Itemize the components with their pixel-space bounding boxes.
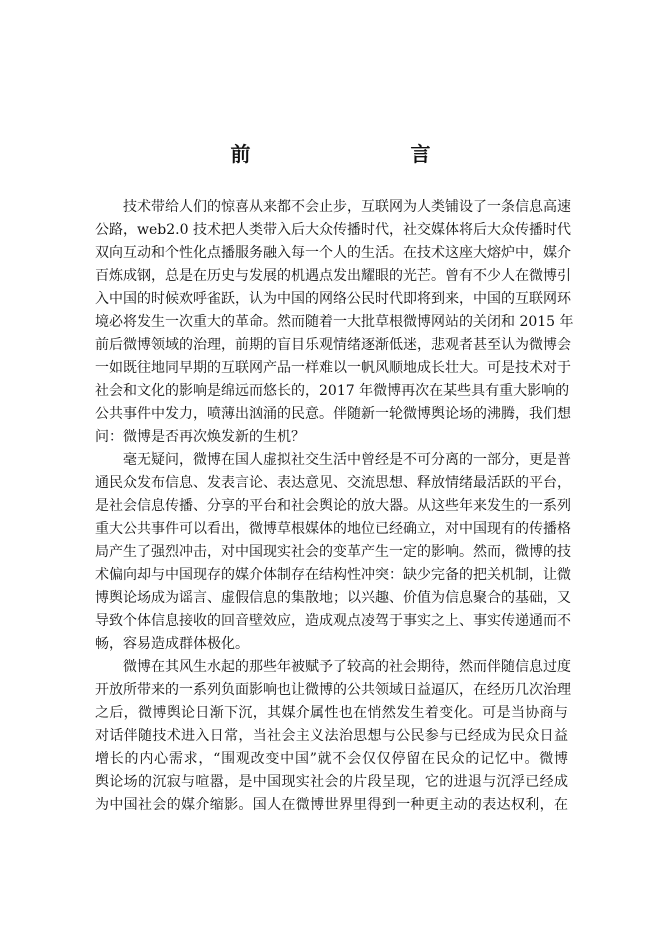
text-line: 技术带给人们的惊喜从来都不会止步，互联网为人类铺设了一条信息高速 [123,199,571,215]
text-line: 博舆论场成为谣言、虚假信息的集散地；以兴趣、价值为信息聚合的基础，又 [95,590,571,606]
text-line: 公路，web2.0 技术把人类带入后大众传播时代，社交媒体将后大众传播时代 [95,222,571,238]
text-line: 公共事件中发力，喷薄出汹涌的民意。伴随新一轮微博舆论场的沸腾，我们想 [95,406,571,422]
text-line: 局产生了强烈冲击，对中国现实社会的变革产生一定的影响。然而，微博的技 [95,544,571,560]
page-title: 前 言 [230,142,471,166]
text-line: 境必将发生一次重大的革命。然而随着一大批草根微博网站的关闭和 2015 年 [95,314,574,330]
text-line: 舆论场的沉寂与喧嚣，是中国现实社会的片段呈现，它的进退与沉浮已经成 [95,774,568,790]
text-line: 问：微博是否再次焕发新的生机？ [95,429,305,445]
text-line: 对话伴随技术进入日常，当社会主义法治思想与公民参与已经成为民众日益 [95,728,568,744]
text-line: 社会和文化的影响是绵远而悠长的，2017 年微博再次在某些具有重大影响的 [95,383,570,399]
text-line: 导致个体信息接收的回音壁效应，造成观点凌驾于事实之上、事实传递通而不 [95,613,571,629]
text-line: 术偏向却与中国现存的媒介体制存在结构性冲突：缺少完备的把关机制，让微 [95,567,571,583]
text-line: 畅，容易造成群体极化。 [95,636,249,652]
text-line: 前后微博领域的治理，前期的盲目乐观情绪逐渐低迷，悲观者甚至认为微博会 [95,337,571,353]
text-line: 开放所带来的一系列负面影响也让微博的公共领域日益逼仄，在经历几次治理 [95,682,571,698]
text-line: 微博在其风生水起的那些年被赋予了较高的社会期待，然而伴随信息过度 [123,659,571,675]
text-line: 一如既往地同早期的互联网产品一样难以一帆风顺地成长壮大。可是技术对于 [95,360,571,376]
text-line: 是社会信息传播、分享的平台和社会舆论的放大器。从这些年来发生的一系列 [95,498,571,514]
text-line: 双向互动和个性化点播服务融入每一个人的生活。在技术这座大熔炉中，媒介 [95,245,571,261]
text-line: 入中国的时候欢呼雀跃，认为中国的网络公民时代即将到来，中国的互联网环 [95,291,571,307]
text-line: 百炼成钢，总是在历史与发展的机遇点发出耀眼的光芒。曾有不少人在微博引 [95,268,571,284]
body-text [95,196,574,817]
text-line: 之后，微博舆论日渐下沉，其媒介属性也在悄然发生着变化。可是当协商与 [95,705,568,721]
text-line: 毫无疑问，微博在国人虚拟社交生活中曾经是不可分离的一部分，更是普 [123,452,571,468]
paragraph-3 [95,656,571,817]
text-line: 重大公共事件可以看出，微博草根媒体的地位已经确立，对中国现有的传播格 [95,521,571,537]
text-line: 为中国社会的媒介缩影。国人在微博世界里得到一种更主动的表达权利，在 [95,797,568,813]
paragraph-2 [95,449,571,656]
text-line: 通民众发布信息、发表言论、表达意见、交流思想、释放情绪最活跃的平台， [95,475,571,491]
text-line: 增长的内心需求，“围观改变中国”就不会仅仅停留在民众的记忆中。微博 [95,751,568,767]
paragraph-1 [95,196,574,449]
